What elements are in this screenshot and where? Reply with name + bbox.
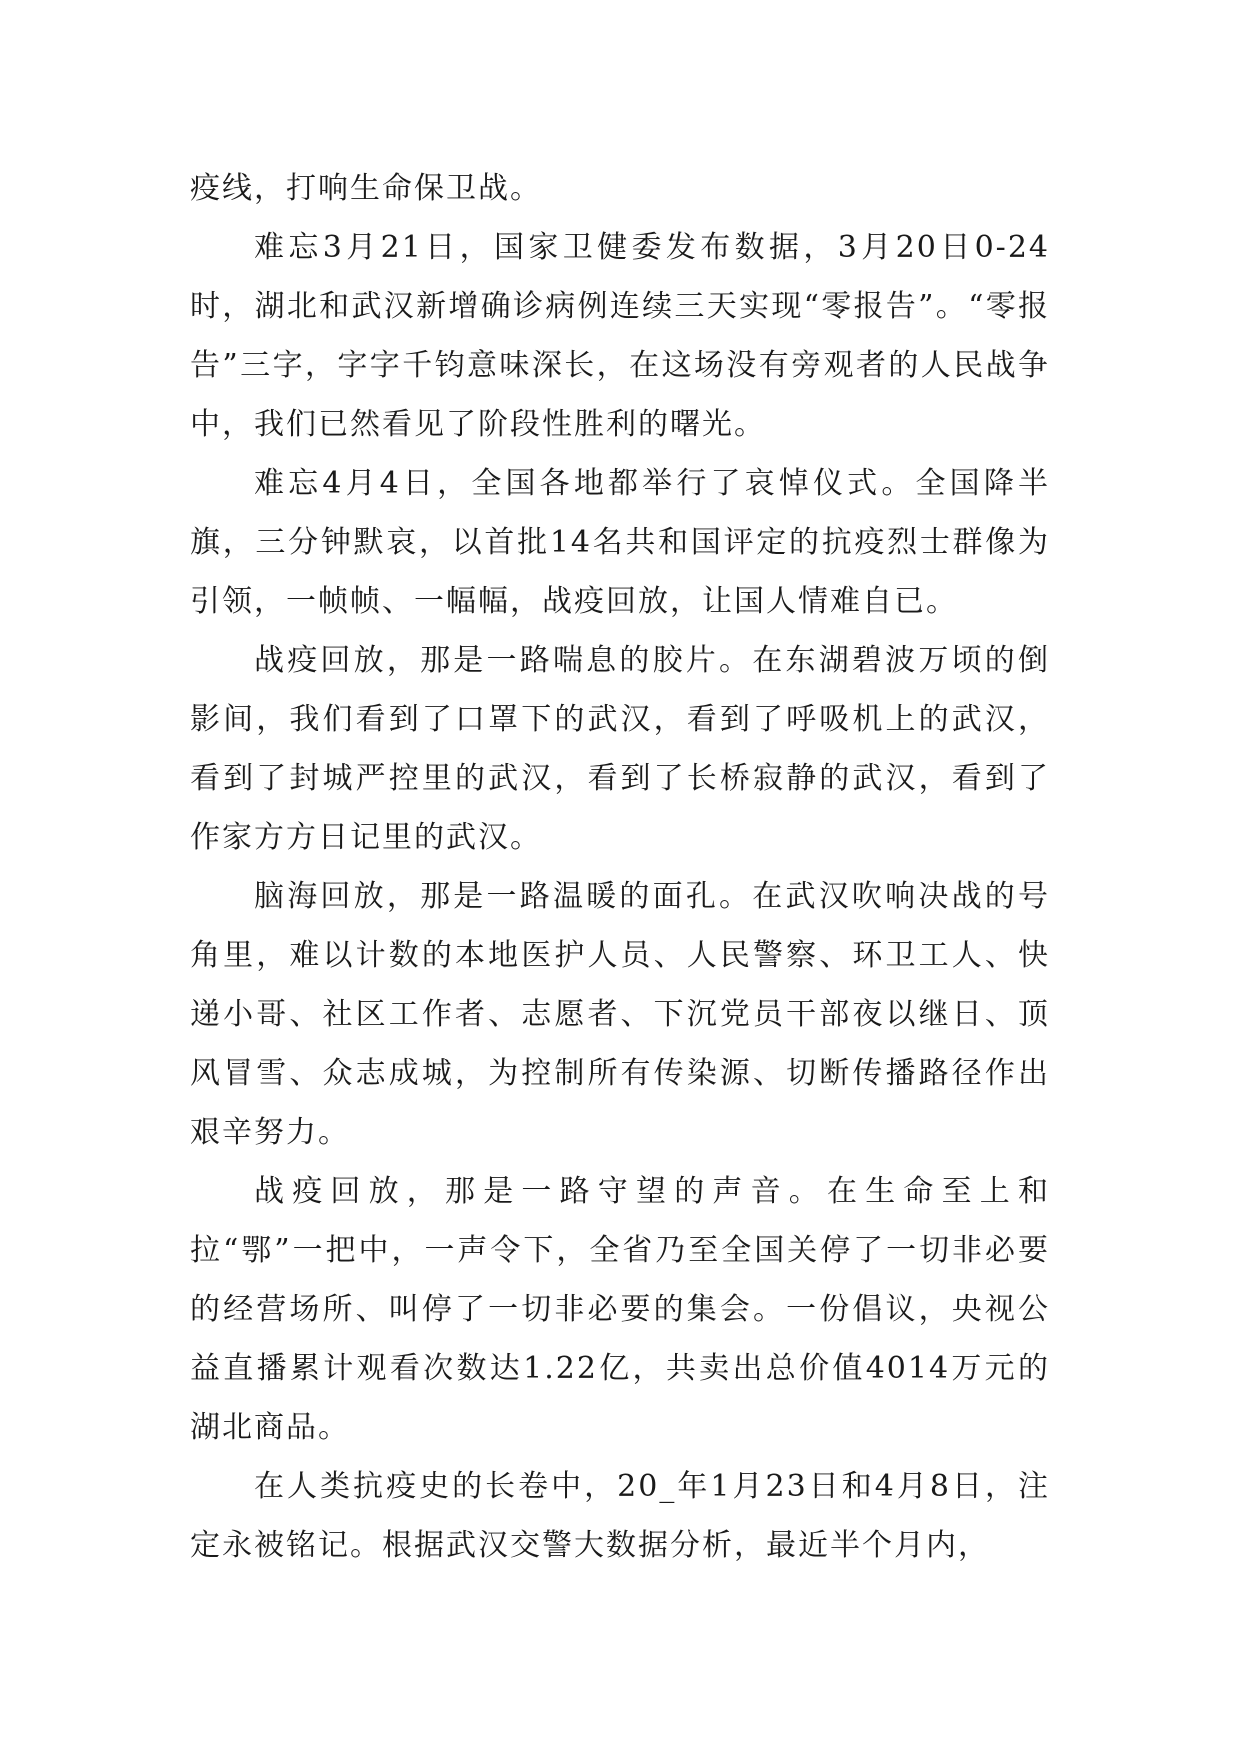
document-body [190,159,1050,1575]
paragraph-continued: 疫线，打响生命保卫战。 [190,171,542,206]
paragraph-watchful-voices: 战疫回放，那是一路守望的声音。在生命至上和拉“鄂”一把中，一声令下，全省乃至全国关停了一切非必要的经营场所、叫停了一切非必要的集会。一份倡议，央视公益直播累计观看次数达1.22亿，共卖出总价值4014万元的湖北商品。 [190,1174,1050,1445]
paragraph-film-replay: 战疫回放，那是一路喘息的胶片。在东湖碧波万顷的倒影间，我们看到了口罩下的武汉，看到了呼吸机上的武汉，看到了封城严控里的武汉，看到了长桥寂静的武汉，看到了作家方方日记里的武汉。 [190,643,1050,855]
paragraph-warm-faces: 脑海回放，那是一路温暖的面孔。在武汉吹响决战的号角里，难以计数的本地医护人员、人民警察、环卫工人、快递小哥、社区工作者、志愿者、下沉党员干部夜以继日、顶风冒雪、众志成城，为控制所有传染源、切断传播路径作出艰辛努力。 [190,879,1050,1150]
paragraph-march-21: 难忘3月21日，国家卫健委发布数据，3月20日0-24时，湖北和武汉新增确诊病例连续三天实现“零报告”。“零报告”三字，字字千钧意味深长，在这场没有旁观者的人民战争中，我们已然看见了阶段性胜利的曙光。 [190,230,1050,442]
paragraph-history-scroll: 在人类抗疫史的长卷中，20_年1月23日和4月8日，注定永被铭记。根据武汉交警大数据分析，最近半个月内， [190,1469,1050,1563]
paragraph-april-4: 难忘4月4日，全国各地都举行了哀悼仪式。全国降半旗，三分钟默哀，以首批14名共和国评定的抗疫烈士群像为引领，一帧帧、一幅幅，战疫回放，让国人情难自已。 [190,466,1050,619]
